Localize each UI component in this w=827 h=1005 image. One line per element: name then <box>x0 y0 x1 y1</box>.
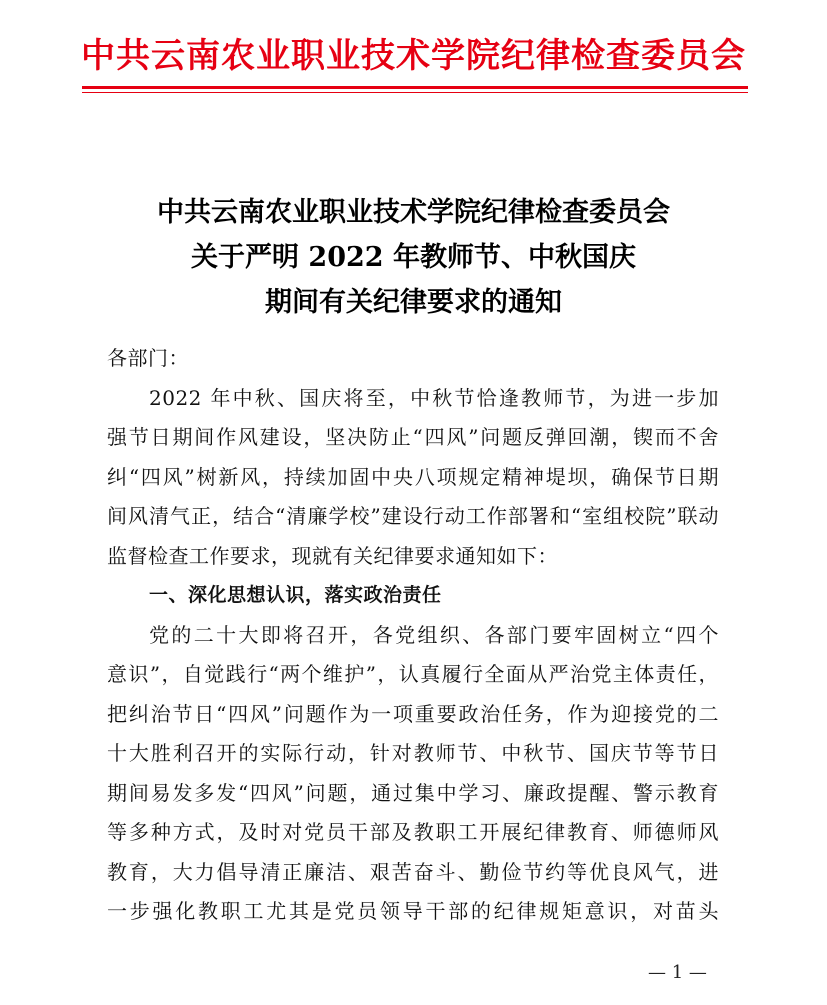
title-line-2: 关于严明 2022 年教师节、中秋国庆 <box>191 242 636 273</box>
paragraph-line: 间风清气正，结合“清廉学校”建设行动工作部署和“室组校院”联动 <box>107 504 719 528</box>
paragraph-line: 强节日期间作风建设，坚决防止“四风”问题反弹回潮，锲而不舍 <box>107 425 719 449</box>
paragraph-line: 把纠治节日“四风”问题作为一项重要政治任务，作为迎接党的二 <box>107 701 719 726</box>
paragraph-line: 2022 年中秋、国庆将至，中秋节恰逢教师节，为进一步加 <box>149 385 719 410</box>
title-line-3: 期间有关纪律要求的通知 <box>265 287 562 318</box>
paragraph-line: 教育，大力倡导清正廉洁、艰苦奋斗、勤俭节约等优良风气，进 <box>107 859 719 884</box>
paragraph-line: 党的二十大即将召开，各党组织、各部门要牢固树立“四个 <box>149 622 719 647</box>
document-body <box>107 339 719 932</box>
paragraph-line: 等多种方式，及时对党员干部及教职工开展纪律教育、师德师风 <box>107 820 719 844</box>
paragraph-line: 意识”，自觉践行“两个维护”，认真履行全面从严治党主体责任， <box>107 662 719 686</box>
title-line-1: 中共云南农业职业技术学院纪律检查委员会 <box>157 197 670 228</box>
paragraph-line: 一步强化教职工尤其是党员领导干部的纪律规矩意识，对苗头 <box>107 899 719 923</box>
letterhead-org-name: 中共云南农业职业技术学院纪律检查委员会 <box>81 36 746 76</box>
letterhead-red-rule <box>82 86 748 89</box>
paragraph-line: 纠“四风”树新风，持续加固中央八项规定精神堤坝，确保节日期 <box>107 464 719 489</box>
paragraph-line: 监督检查工作要求，现就有关纪律要求通知如下： <box>107 543 558 568</box>
paragraph-line: 期间易发多发“四风”问题，通过集中学习、廉政提醒、警示教育 <box>107 780 719 805</box>
page-number: — 1 — <box>648 962 707 983</box>
section-heading: 一、深化思想认识，落实政治责任 <box>149 584 442 606</box>
salutation: 各部门： <box>107 346 189 370</box>
paragraph-line: 十大胜利召开的实际行动，针对教师节、中秋节、国庆节等节日 <box>107 741 719 765</box>
document-title <box>0 190 827 325</box>
letterhead-red-rule-thin <box>82 92 748 93</box>
